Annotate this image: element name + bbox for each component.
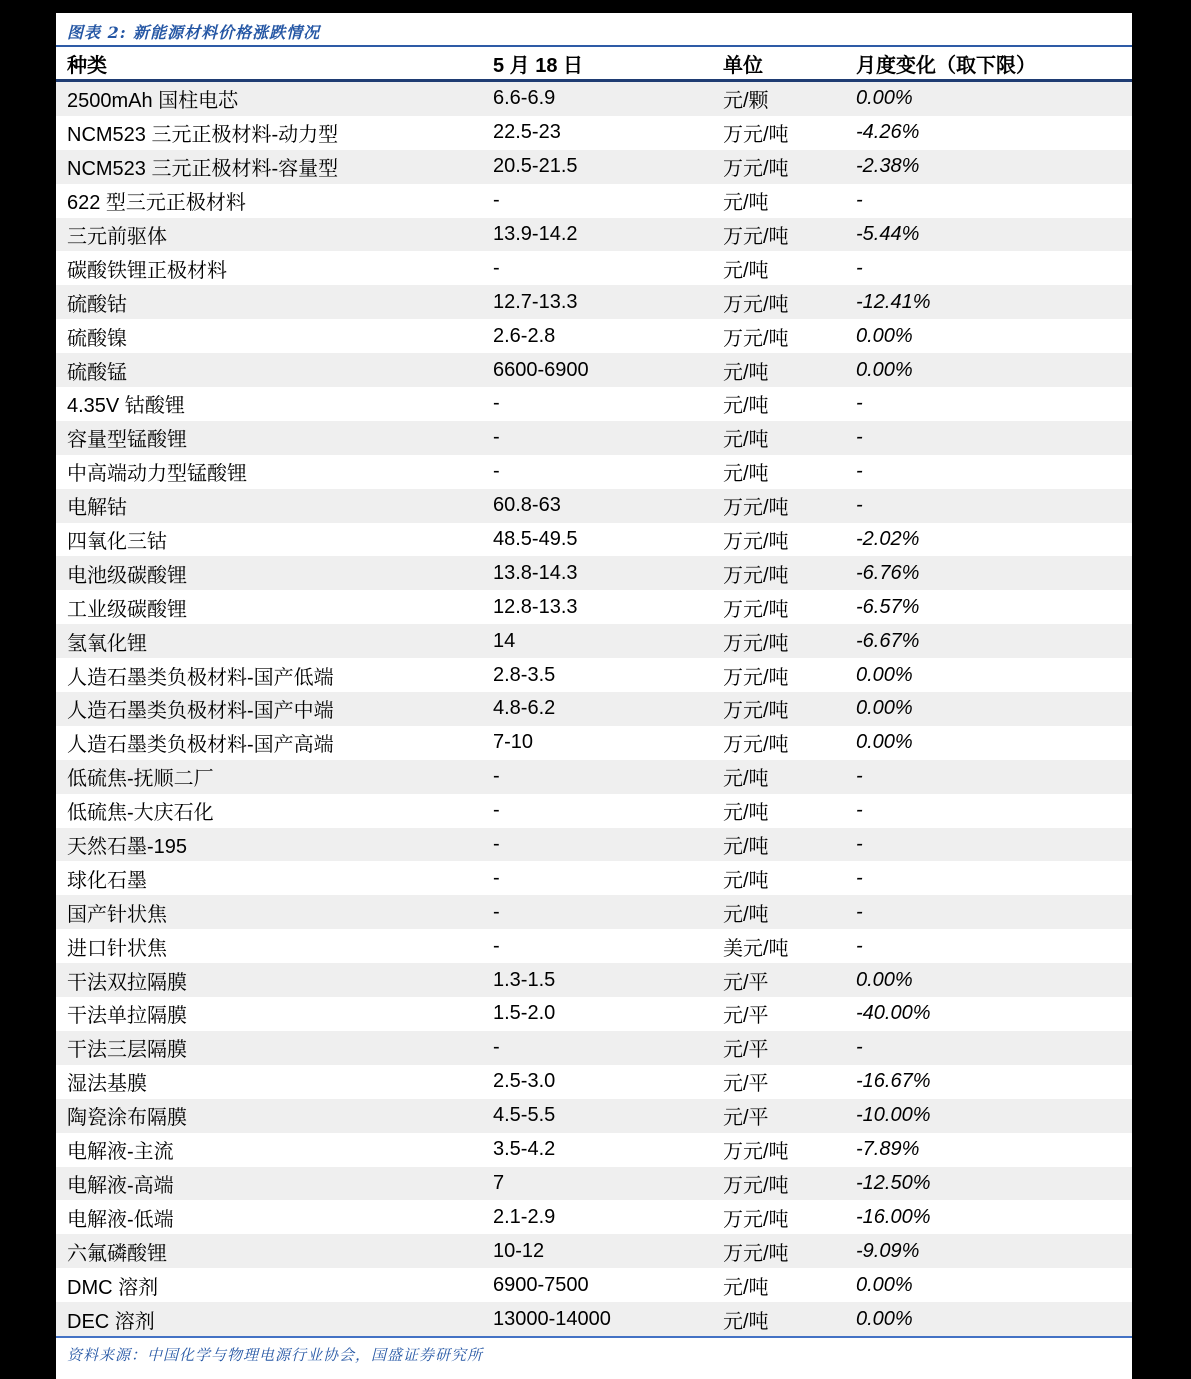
cell-price: 3.5-4.2 <box>493 1138 556 1161</box>
cell-price: - <box>493 765 500 788</box>
cell-type: 四氧化三钴 <box>67 531 167 554</box>
table-row <box>56 1200 1132 1234</box>
table-row <box>56 692 1132 726</box>
table-row <box>56 1302 1132 1336</box>
cell-unit: 万元/吨 <box>723 327 789 350</box>
cell-change: 0.00% <box>856 968 913 991</box>
cell-unit: 元/吨 <box>723 869 769 892</box>
column-header-type: 种类 <box>67 54 107 77</box>
cell-price: 13.8-14.3 <box>493 561 578 584</box>
cell-unit: 万元/吨 <box>723 531 789 554</box>
cell-price: 13000-14000 <box>493 1307 611 1330</box>
cell-type: 中高端动力型锰酸锂 <box>67 463 247 486</box>
cell-unit: 美元/吨 <box>723 937 789 960</box>
cell-unit: 元/吨 <box>723 259 769 282</box>
cell-change: -40.00% <box>856 1002 931 1025</box>
table-row <box>56 184 1132 218</box>
cell-change: - <box>856 934 863 957</box>
cell-unit: 元/吨 <box>723 1310 769 1333</box>
cell-change: 0.00% <box>856 697 913 720</box>
column-header-date: 5 月 18 日 <box>493 54 584 77</box>
cell-type: 622 型三元正极材料 <box>67 192 246 215</box>
cell-price: - <box>493 866 500 889</box>
table-row <box>56 963 1132 997</box>
cell-type: DMC 溶剂 <box>67 1276 159 1299</box>
cell-unit: 万元/吨 <box>723 734 789 757</box>
cell-change: -6.67% <box>856 629 920 652</box>
cell-unit: 万元/吨 <box>723 497 789 520</box>
chart-title: 图表 2: 新能源材料价格涨跌情况 <box>56 13 1132 47</box>
cell-unit: 元/吨 <box>723 768 769 791</box>
cell-unit: 元/吨 <box>723 836 769 859</box>
table-row <box>56 929 1132 963</box>
cell-price: 1.5-2.0 <box>493 1002 556 1025</box>
cell-change: 0.00% <box>856 324 913 347</box>
cell-type: 陶瓷涂布隔膜 <box>67 1107 187 1130</box>
cell-change: -12.41% <box>856 290 931 313</box>
cell-unit: 元/平 <box>723 1005 769 1028</box>
cell-price: 6600-6900 <box>493 358 589 381</box>
cell-type: 低硫焦-抚顺二厂 <box>67 768 214 791</box>
table-row <box>56 489 1132 523</box>
table-row <box>56 285 1132 319</box>
table-row <box>56 150 1132 184</box>
cell-price: 12.8-13.3 <box>493 595 578 618</box>
cell-change: - <box>856 426 863 449</box>
table-row <box>56 82 1132 116</box>
cell-price: 20.5-21.5 <box>493 155 578 178</box>
cell-price: - <box>493 460 500 483</box>
cell-price: 12.7-13.3 <box>493 290 578 313</box>
cell-change: -2.38% <box>856 155 920 178</box>
cell-price: 2.8-3.5 <box>493 663 556 686</box>
cell-change: -12.50% <box>856 1171 931 1194</box>
cell-change: -5.44% <box>856 223 920 245</box>
cell-unit: 万元/吨 <box>723 1208 789 1231</box>
table-row <box>56 760 1132 794</box>
cell-type: 硫酸钴 <box>67 293 127 316</box>
cell-type: 人造石墨类负极材料-国产低端 <box>67 666 334 689</box>
cell-type: 电池级碳酸锂 <box>67 564 187 587</box>
table-row <box>56 1268 1132 1302</box>
cell-change: 0.00% <box>856 663 913 686</box>
cell-unit: 元/吨 <box>723 395 769 418</box>
cell-price: 4.8-6.2 <box>493 697 556 720</box>
column-header-change: 月度变化（取下限） <box>856 54 1036 77</box>
table-row <box>56 116 1132 150</box>
cell-type: 工业级碳酸锂 <box>67 598 187 621</box>
cell-type: 干法双拉隔膜 <box>67 971 187 994</box>
cell-type: 4.35V 钴酸锂 <box>67 395 185 418</box>
cell-type: 湿法基膜 <box>67 1073 147 1096</box>
table-row <box>56 523 1132 557</box>
table-row <box>56 861 1132 895</box>
cell-type: 天然石墨-195 <box>67 836 188 859</box>
cell-price: - <box>493 189 500 212</box>
cell-unit: 万元/吨 <box>723 564 789 587</box>
cell-price: 7 <box>493 1171 505 1194</box>
table-row <box>56 828 1132 862</box>
table-row <box>56 997 1132 1031</box>
table-row <box>56 1099 1132 1133</box>
cell-unit: 元/吨 <box>723 802 769 825</box>
cell-change: - <box>856 799 863 822</box>
cell-type: 球化石墨 <box>67 869 147 892</box>
table-row <box>56 726 1132 760</box>
cell-type: 电解液-低端 <box>67 1208 174 1231</box>
cell-price: - <box>493 833 500 856</box>
cell-price: 13.9-14.2 <box>493 223 578 245</box>
cell-type: 六氟磷酸锂 <box>67 1242 167 1265</box>
price-table <box>56 47 1132 1338</box>
cell-unit: 元/平 <box>723 1039 769 1062</box>
cell-unit: 万元/吨 <box>723 158 789 181</box>
cell-unit: 万元/吨 <box>723 632 789 655</box>
cell-price: 2.1-2.9 <box>493 1205 556 1228</box>
cell-price: 2.5-3.0 <box>493 1070 556 1093</box>
cell-type: 进口针状焦 <box>67 937 167 960</box>
cell-type: 容量型锰酸锂 <box>67 429 187 452</box>
cell-unit: 万元/吨 <box>723 226 789 248</box>
document-page <box>56 13 1132 1379</box>
cell-price: - <box>493 1036 500 1059</box>
cell-unit: 元/平 <box>723 1107 769 1130</box>
cell-change: - <box>856 833 863 856</box>
cell-price: - <box>493 900 500 923</box>
cell-unit: 元/颗 <box>723 90 769 113</box>
cell-type: 硫酸镍 <box>67 327 127 350</box>
cell-change: - <box>856 256 863 279</box>
cell-price: 48.5-49.5 <box>493 528 578 551</box>
column-header-unit: 单位 <box>723 54 763 77</box>
cell-type: 碳酸铁锂正极材料 <box>67 259 227 282</box>
table-row <box>56 218 1132 252</box>
cell-type: 人造石墨类负极材料-国产中端 <box>67 700 334 723</box>
cell-type: 国产针状焦 <box>67 903 167 926</box>
cell-change: - <box>856 392 863 415</box>
cell-change: 0.00% <box>856 731 913 754</box>
table-body <box>56 82 1132 1336</box>
cell-price: 10-12 <box>493 1239 545 1262</box>
cell-type: 低硫焦-大庆石化 <box>67 802 214 825</box>
table-row <box>56 387 1132 421</box>
cell-change: 0.00% <box>856 358 913 381</box>
cell-unit: 万元/吨 <box>723 666 789 689</box>
cell-change: -7.89% <box>856 1138 920 1161</box>
cell-unit: 万元/吨 <box>723 1141 789 1164</box>
table-row <box>56 658 1132 692</box>
cell-price: 2.6-2.8 <box>493 324 556 347</box>
cell-unit: 元/吨 <box>723 1276 769 1299</box>
cell-change: - <box>856 460 863 483</box>
cell-unit: 元/平 <box>723 1073 769 1096</box>
table-row <box>56 590 1132 624</box>
cell-price: 6900-7500 <box>493 1273 589 1296</box>
cell-change: - <box>856 494 863 517</box>
cell-price: 14 <box>493 629 516 652</box>
cell-change: - <box>856 900 863 923</box>
cell-type: 人造石墨类负极材料-国产高端 <box>67 734 334 757</box>
cell-unit: 万元/吨 <box>723 700 789 723</box>
table-row <box>56 794 1132 828</box>
cell-change: 0.00% <box>856 1273 913 1296</box>
cell-change: - <box>856 189 863 212</box>
cell-price: - <box>493 426 500 449</box>
cell-unit: 元/吨 <box>723 463 769 486</box>
cell-price: - <box>493 392 500 415</box>
cell-unit: 元/平 <box>723 971 769 994</box>
table-row <box>56 1065 1132 1099</box>
table-row <box>56 1031 1132 1065</box>
cell-change: 0.00% <box>856 1307 913 1330</box>
cell-price: 1.3-1.5 <box>493 968 556 991</box>
table-row <box>56 421 1132 455</box>
table-row <box>56 251 1132 285</box>
cell-change: -4.26% <box>856 121 920 144</box>
cell-type: NCM523 三元正极材料-容量型 <box>67 158 339 181</box>
cell-type: 2500mAh 国柱电芯 <box>67 90 239 113</box>
source-note: 资料来源：中国化学与物理电源行业协会，国盛证券研究所 <box>67 1345 484 1364</box>
cell-type: 硫酸锰 <box>67 361 127 384</box>
cell-price: 7-10 <box>493 731 534 754</box>
cell-unit: 元/吨 <box>723 429 769 452</box>
cell-type: 三元前驱体 <box>67 226 167 248</box>
cell-change: -6.57% <box>856 595 920 618</box>
cell-type: 电解钴 <box>67 497 127 520</box>
cell-price: 60.8-63 <box>493 494 561 517</box>
cell-type: 电解液-主流 <box>67 1141 174 1164</box>
table-row <box>56 556 1132 590</box>
table-row <box>56 353 1132 387</box>
cell-unit: 元/吨 <box>723 361 769 384</box>
cell-change: - <box>856 1036 863 1059</box>
cell-type: DEC 溶剂 <box>67 1310 155 1333</box>
cell-type: 氢氧化锂 <box>67 632 147 655</box>
cell-change: -16.67% <box>856 1070 931 1093</box>
cell-price: - <box>493 256 500 279</box>
cell-change: 0.00% <box>856 87 913 110</box>
table-row <box>56 1167 1132 1201</box>
table-header-row <box>56 47 1132 82</box>
cell-change: -16.00% <box>856 1205 931 1228</box>
cell-change: - <box>856 765 863 788</box>
cell-change: - <box>856 866 863 889</box>
cell-unit: 元/吨 <box>723 192 769 215</box>
cell-unit: 万元/吨 <box>723 124 789 147</box>
cell-unit: 万元/吨 <box>723 1242 789 1265</box>
table-row <box>56 624 1132 658</box>
cell-price: 22.5-23 <box>493 121 561 144</box>
cell-change: -6.76% <box>856 561 920 584</box>
cell-change: -2.02% <box>856 528 920 551</box>
cell-change: -10.00% <box>856 1104 931 1127</box>
table-row <box>56 1133 1132 1167</box>
table-row <box>56 455 1132 489</box>
cell-change: -9.09% <box>856 1239 920 1262</box>
cell-type: 干法单拉隔膜 <box>67 1005 187 1028</box>
cell-unit: 万元/吨 <box>723 1174 789 1197</box>
cell-price: - <box>493 934 500 957</box>
table-row <box>56 895 1132 929</box>
table-row <box>56 319 1132 353</box>
cell-price: - <box>493 799 500 822</box>
cell-type: NCM523 三元正极材料-动力型 <box>67 124 339 147</box>
cell-unit: 万元/吨 <box>723 293 789 316</box>
cell-type: 电解液-高端 <box>67 1174 174 1197</box>
cell-price: 4.5-5.5 <box>493 1104 556 1127</box>
cell-unit: 万元/吨 <box>723 598 789 621</box>
cell-type: 干法三层隔膜 <box>67 1039 187 1062</box>
table-row <box>56 1234 1132 1268</box>
cell-price: 6.6-6.9 <box>493 87 556 110</box>
cell-unit: 元/吨 <box>723 903 769 926</box>
